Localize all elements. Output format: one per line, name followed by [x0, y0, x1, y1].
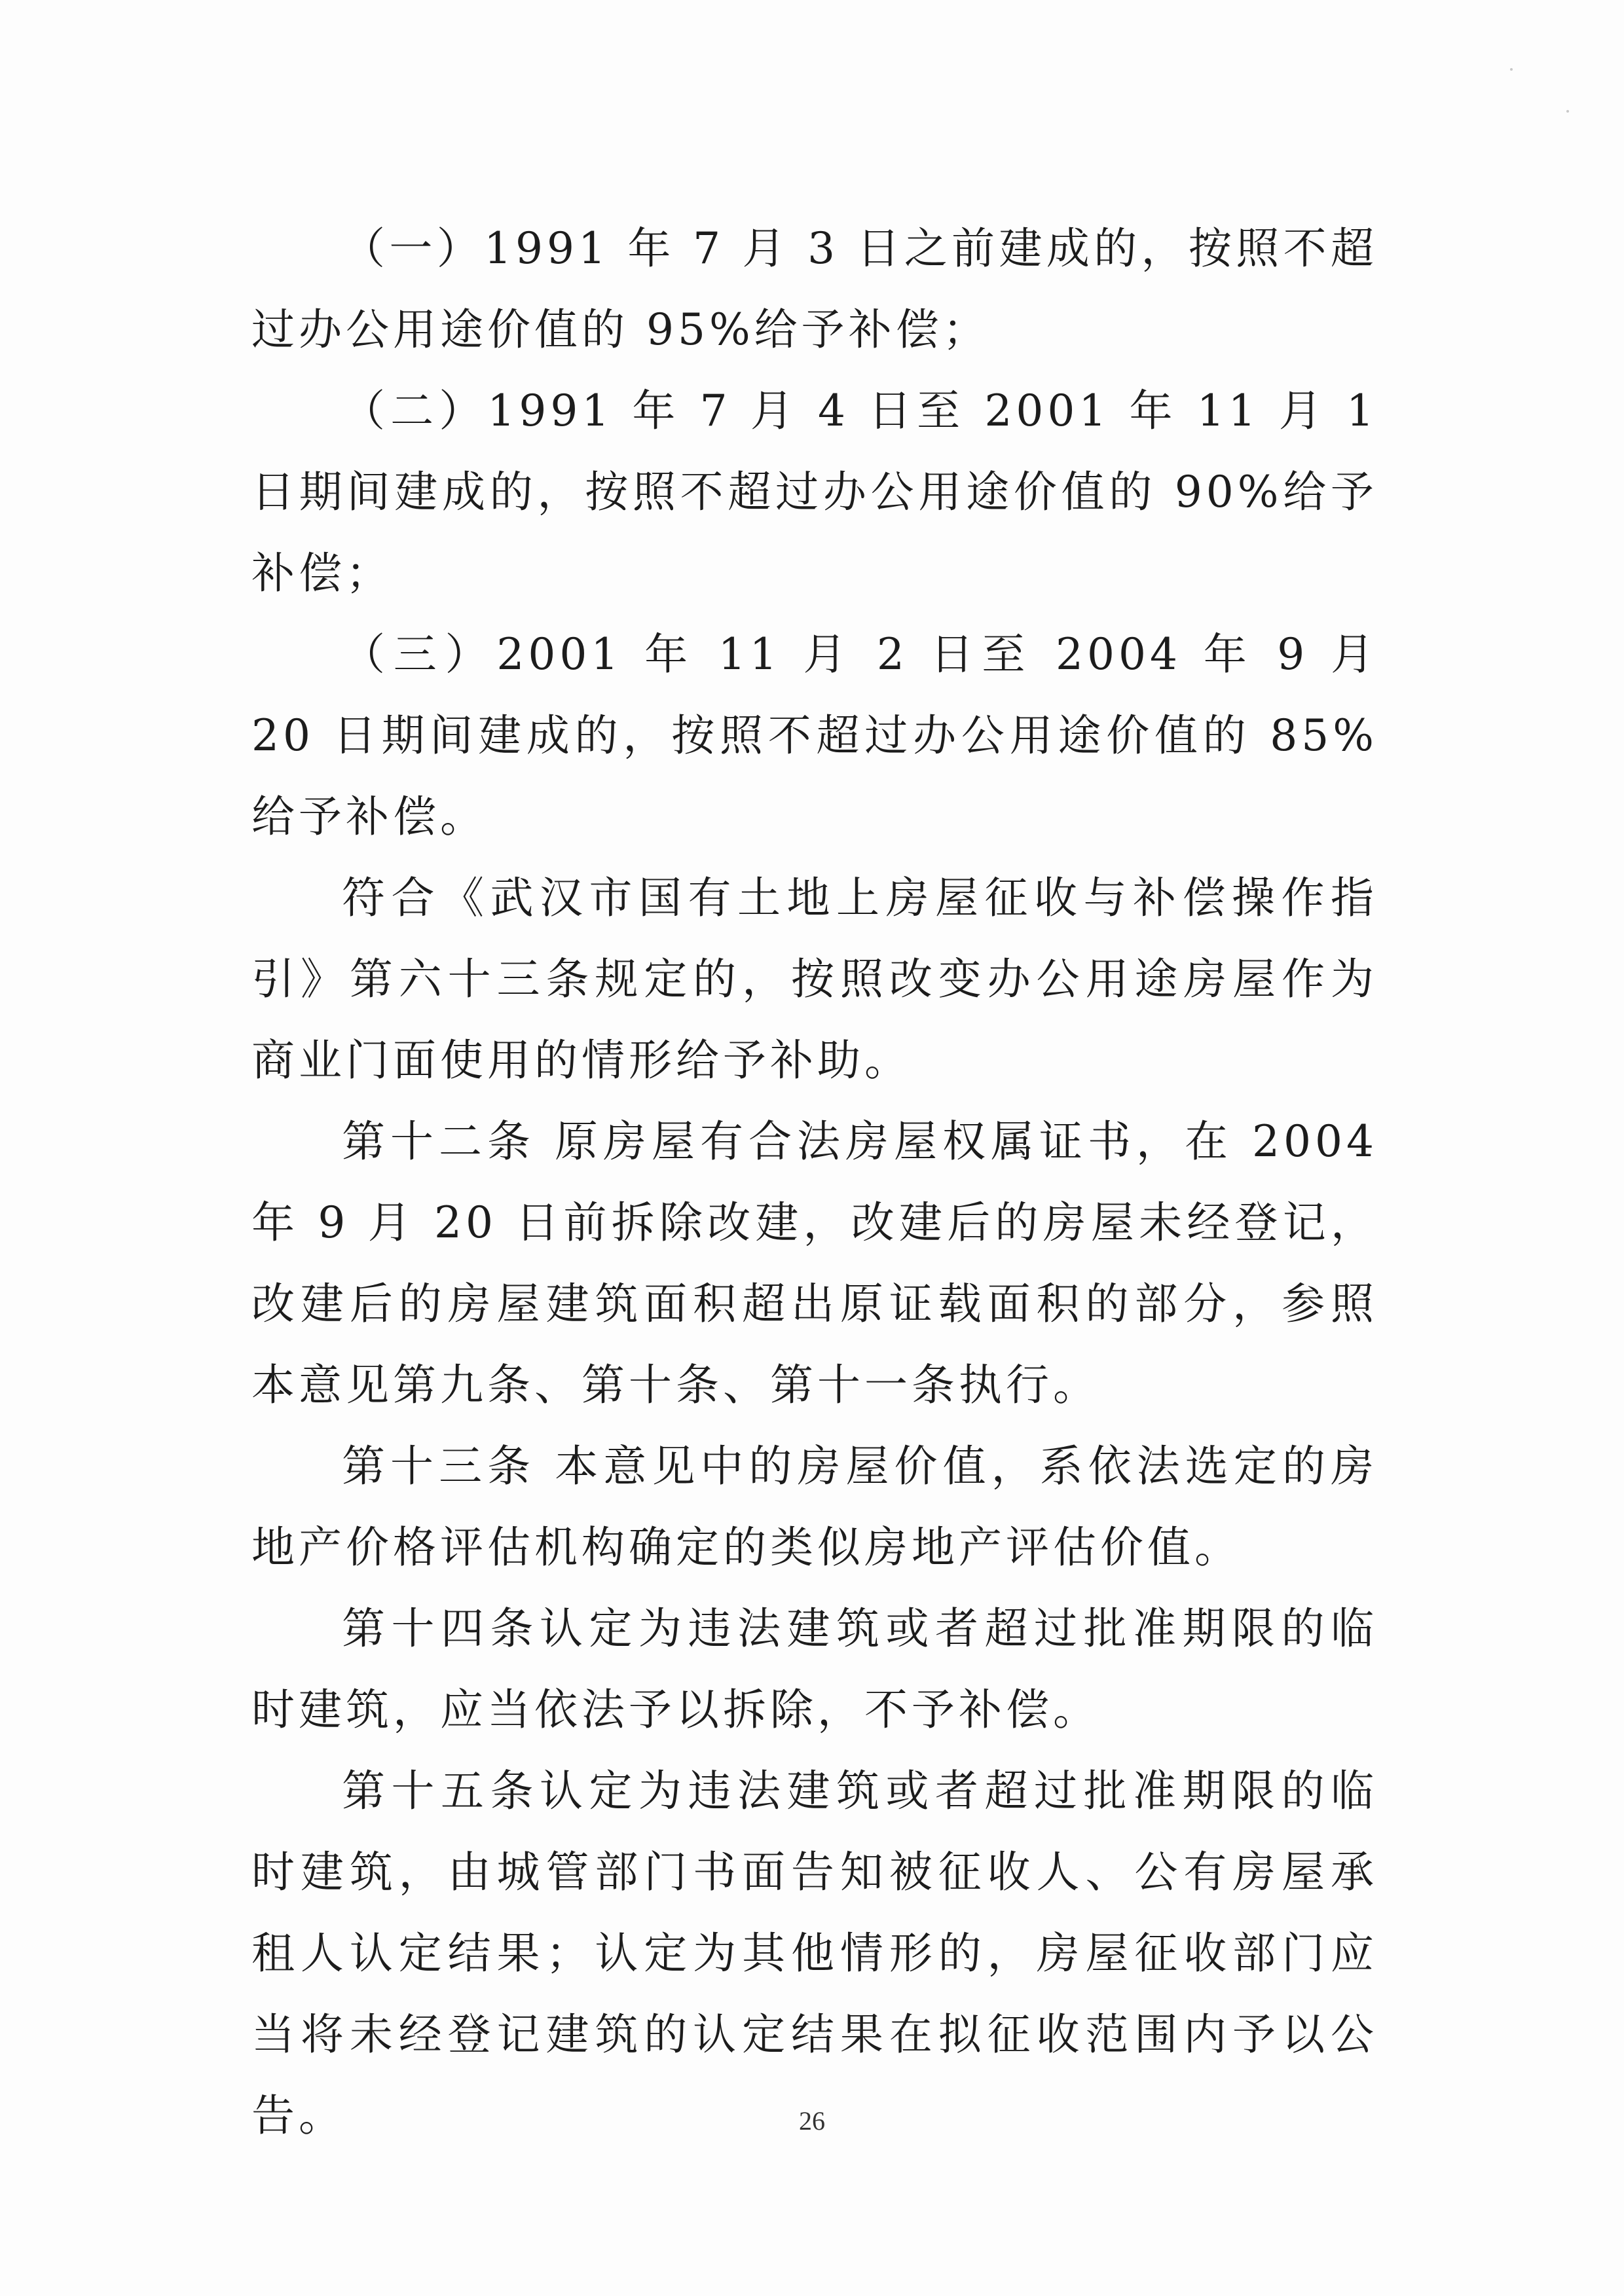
paragraph-article-12: 第十二条 原房屋有合法房屋权属证书，在 2004 年 9 月 20 日前拆除改建，改建后的房屋未经登记，改建后的房屋建筑面积超出原证载面积的部分，参照本意见第九条、第十条、第十一条执行。: [251, 1116, 1378, 1410]
paragraph-item-1: （一）1991 年 7 月 3 日之前建成的，按照不超过办公用途价值的 95%给予补偿；: [251, 223, 1378, 355]
paragraph-referral: 符合《武汉市国有土地上房屋征收与补偿操作指引》第六十三条规定的，按照改变办公用途房屋作为商业门面使用的情形给予补助。: [251, 873, 1378, 1085]
scan-speck: [1566, 110, 1569, 113]
page-number: 26: [799, 2106, 825, 2136]
paragraph-item-2: （二）1991 年 7 月 4 日至 2001 年 11 月 1 日期间建成的，按照不超过办公用途价值的 90%给予补偿；: [251, 386, 1378, 598]
paragraph-article-14: 第十四条认定为违法建筑或者超过批准期限的临时建筑，应当依法予以拆除，不予补偿。: [251, 1603, 1378, 1735]
paragraph-item-3: （三）2001 年 11 月 2 日至 2004 年 9 月 20 日期间建成的，按照不超过办公用途价值的 85%给予补偿。: [251, 629, 1378, 842]
paragraph-article-13: 第十三条 本意见中的房屋价值，系依法选定的房地产价格评估机构确定的类似房地产评估价值。: [251, 1441, 1378, 1573]
paragraph-article-15: 第十五条认定为违法建筑或者超过批准期限的临时建筑，由城管部门书面告知被征收人、公有房屋承租人认定结果；认定为其他情形的，房屋征收部门应当将未经登记建筑的认定结果在拟征收范围内予以公告。: [251, 1766, 1378, 2141]
scan-speck: [1510, 68, 1513, 71]
document-body: [251, 208, 1378, 2157]
